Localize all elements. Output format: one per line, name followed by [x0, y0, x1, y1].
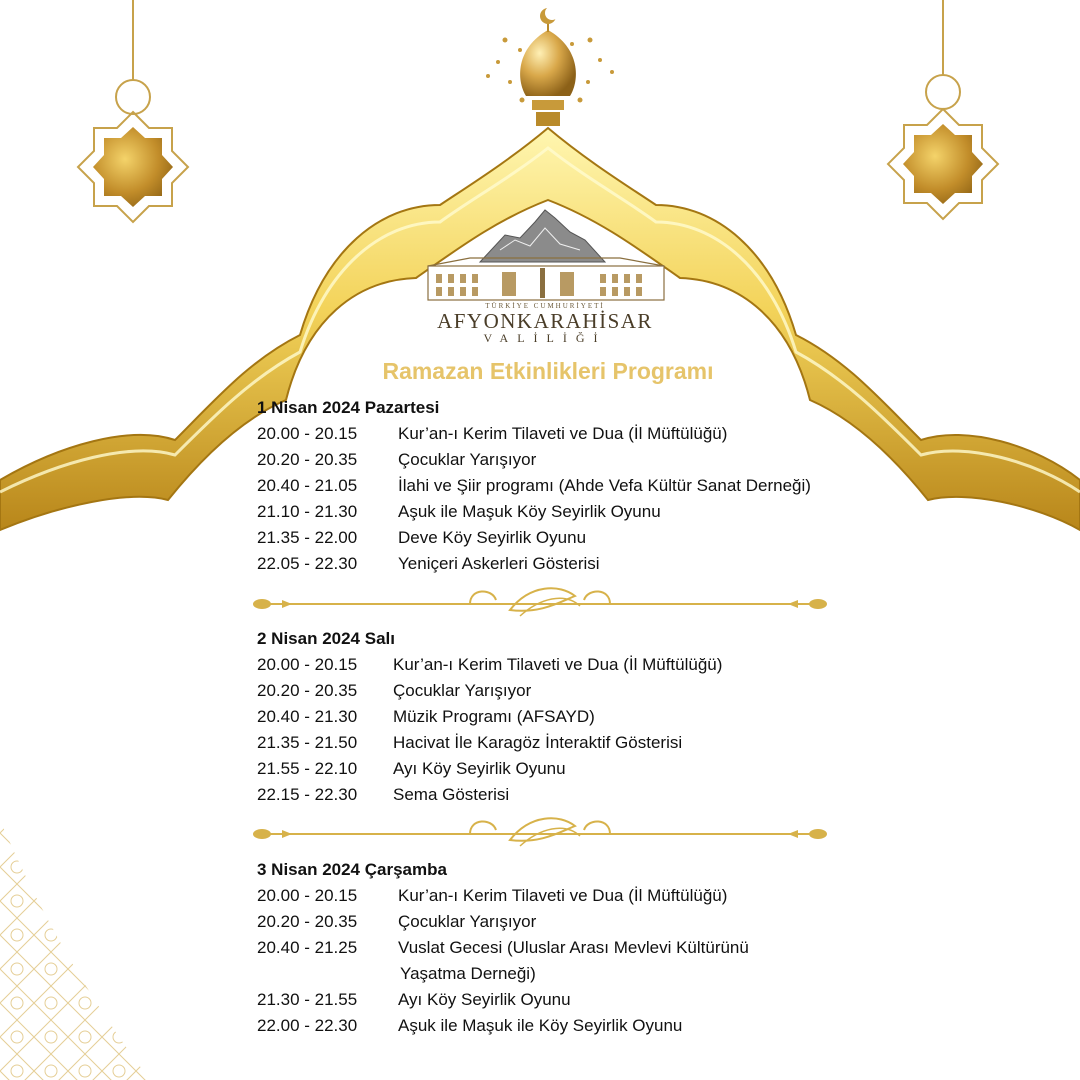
- event-activity: Çocuklar Yarışıyor: [393, 681, 532, 700]
- event-time: 22.00 - 22.30: [257, 1016, 358, 1035]
- event-activity: Yeniçeri Askerleri Gösterisi: [398, 554, 600, 573]
- event-time: 22.05 - 22.30: [257, 554, 358, 573]
- schedule-row: [257, 681, 532, 701]
- crescent-icon: [540, 6, 559, 24]
- event-time: 20.20 - 20.35: [257, 450, 358, 469]
- event-time: 20.20 - 20.35: [257, 912, 358, 931]
- schedule-row: [257, 528, 587, 548]
- event-time: 21.30 - 21.55: [257, 990, 358, 1009]
- event-time: 20.00 - 20.15: [257, 655, 358, 674]
- schedule-row: [257, 450, 537, 470]
- schedule-row: [257, 938, 749, 983]
- program-title: Ramazan Etkinlikleri Programı: [382, 358, 714, 384]
- event-time: 22.15 - 22.30: [257, 785, 358, 804]
- schedule-row: [257, 912, 537, 932]
- event-activity: Hacivat İle Karagöz İnteraktif Gösterisi: [393, 733, 683, 752]
- event-activity: Çocuklar Yarışıyor: [398, 450, 537, 469]
- event-time: 20.40 - 21.05: [257, 476, 358, 495]
- event-time: 20.40 - 21.30: [257, 707, 358, 726]
- logo-bottom: VALİLİĞİ: [483, 331, 607, 345]
- event-time: 21.35 - 22.00: [257, 528, 358, 547]
- event-activity-continued: Yaşatma Derneği): [400, 964, 536, 983]
- schedule-row: [257, 476, 811, 496]
- event-activity: Kur’an-ı Kerim Tilaveti ve Dua (İl Müftülüğü): [398, 886, 728, 905]
- event-activity: İlahi ve Şiir programı (Ahde Vefa Kültür Sanat Derneği): [398, 476, 811, 495]
- event-activity: Kur’an-ı Kerim Tilaveti ve Dua (İl Müftülüğü): [393, 655, 723, 674]
- schedule-row: [257, 707, 595, 727]
- mosque-dome-icon: [520, 22, 576, 126]
- day-title: 2 Nisan 2024 Salı: [257, 629, 395, 648]
- event-time: 21.10 - 21.30: [257, 502, 358, 521]
- event-activity: Müzik Programı (AFSAYD): [393, 707, 595, 726]
- event-activity: Ayı Köy Seyirlik Oyunu: [398, 990, 571, 1009]
- event-activity: Vuslat Gecesi (Uluslar Arası Mevlevi Kültürünü: [398, 938, 749, 957]
- event-time: 21.35 - 21.50: [257, 733, 358, 752]
- event-time: 20.00 - 20.15: [257, 886, 358, 905]
- schedule-row: [257, 554, 600, 574]
- schedule-row: [257, 1016, 683, 1036]
- event-activity: Kur’an-ı Kerim Tilaveti ve Dua (İl Müftülüğü): [398, 424, 728, 443]
- event-activity: Aşuk ile Maşuk Köy Seyirlik Oyunu: [398, 502, 661, 521]
- event-time: 20.20 - 20.35: [257, 681, 358, 700]
- schedule-row: [257, 424, 728, 444]
- lantern-icon: [888, 0, 998, 219]
- event-activity: Deve Köy Seyirlik Oyunu: [398, 528, 587, 547]
- schedule-row: [257, 886, 728, 906]
- logo-name: AFYONKARAHİSAR: [437, 309, 653, 333]
- day-title: 1 Nisan 2024 Pazartesi: [257, 398, 440, 417]
- event-activity: Ayı Köy Seyirlik Oyunu: [393, 759, 566, 778]
- event-activity: Aşuk ile Maşuk ile Köy Seyirlik Oyunu: [398, 1016, 683, 1035]
- event-time: 20.40 - 21.25: [257, 938, 358, 957]
- day-title: 3 Nisan 2024 Çarşamba: [257, 860, 447, 879]
- schedule-row: [257, 502, 661, 522]
- event-time: 21.55 - 22.10: [257, 759, 358, 778]
- event-time: 20.00 - 20.15: [257, 424, 358, 443]
- schedule-row: [257, 655, 723, 675]
- logo-subtitle: TÜRKİYE CUMHURİYETİ: [485, 302, 605, 310]
- schedule-row: [257, 759, 566, 779]
- event-activity: Çocuklar Yarışıyor: [398, 912, 537, 931]
- schedule-row: [257, 990, 571, 1010]
- schedule-row: [257, 785, 510, 805]
- event-activity: Sema Gösterisi: [393, 785, 510, 804]
- lantern-icon: [78, 0, 188, 222]
- schedule-row: [257, 733, 683, 753]
